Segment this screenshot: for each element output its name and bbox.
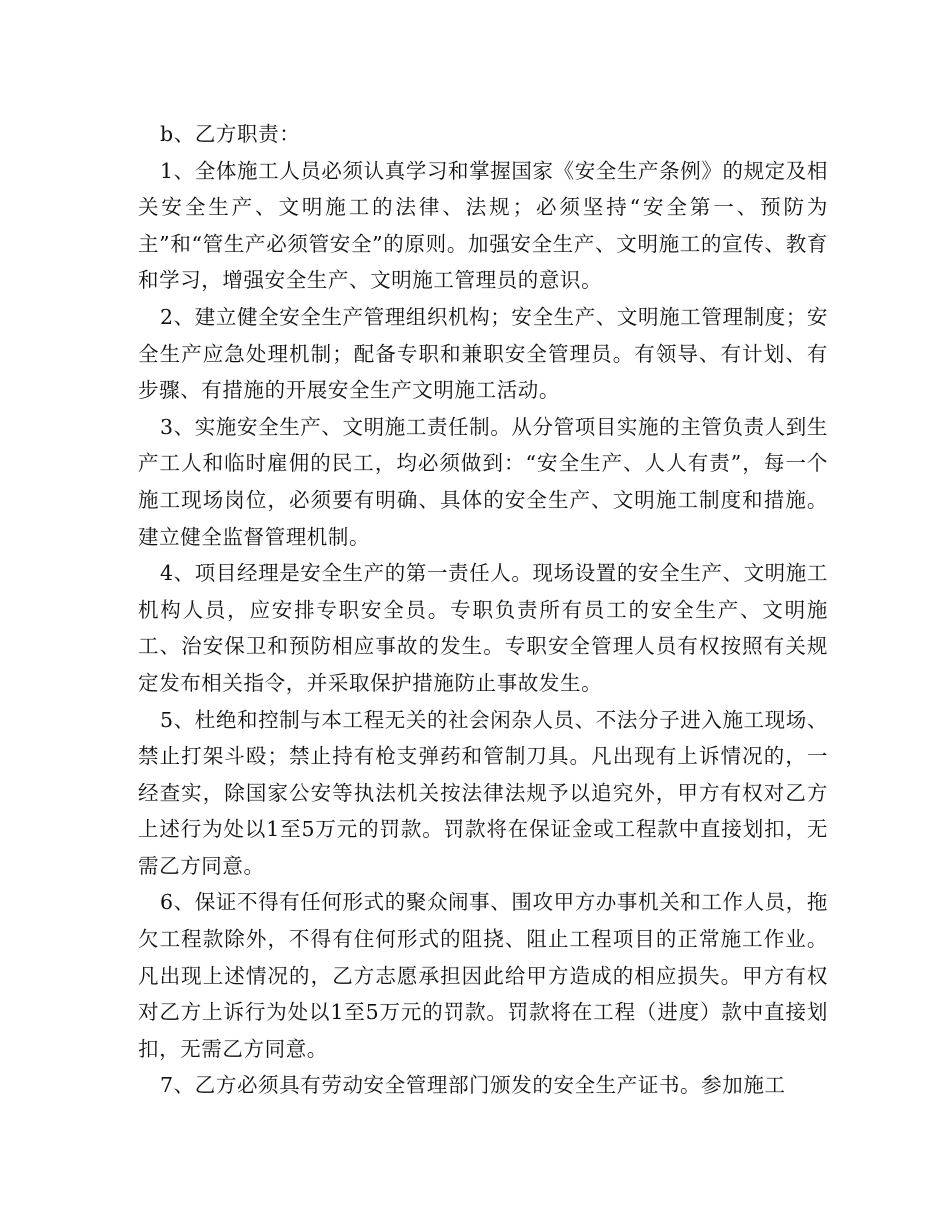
document-body xyxy=(138,116,828,1104)
paragraph-6: 6、保证不得有任何形式的聚众闹事、围攻甲方办事机关和工作人员，拖欠工程款除外，不得有住何形式的阻挠、阻止工程项目的正常施工作业。凡出现上述情况的，乙方志愿承担因此给甲方造成的相应损失。甲方有权对乙方上诉行为处以1至5万元的罚款。罚款将在工程（进度）款中直接划扣，无需乙方同意。 xyxy=(138,890,828,1061)
paragraph-7: 7、乙方必须具有劳动安全管理部门颁发的安全生产证书。参加施工 xyxy=(160,1073,786,1098)
paragraph-4: 4、项目经理是安全生产的第一责任人。现场设置的安全生产、文明施工机构人员，应安排专职安全员。专职负责所有员工的安全生产、文明施工、治安保卫和预防相应事故的发生。专职安全管理人员有权按照有关规定发布相关指令，并采取保护措施防止事故发生。 xyxy=(138,561,828,695)
paragraph-5: 5、杜绝和控制与本工程无关的社会闲杂人员、不法分子进入施工现场、禁止打架斗殴；禁止持有枪支弹药和管制刀具。凡出现有上诉情况的，一经查实，除国家公安等执法机关按法律法规予以追究外，甲方有权对乙方上述行为处以1至5万元的罚款。罚款将在保证金或工程款中直接划扣，无需乙方同意。 xyxy=(138,707,828,878)
section-heading: b、乙方职责： xyxy=(160,122,301,146)
paragraph-1: 1、全体施工人员必须认真学习和掌握国家《安全生产条例》的规定及相关安全生产、文明施工的法律、法规；必须坚持“安全第一、预防为主”和“管生产必须管安全”的原则。加强安全生产、文明施工的宣传、教育和学习，增强安全生产、文明施工管理员的意识。 xyxy=(138,158,828,293)
paragraph-2: 2、建立健全安全生产管理组织机构；安全生产、文明施工管理制度；安全生产应急处理机制；配备专职和兼职安全管理员。有领导、有计划、有步骤、有措施的开展安全生产文明施工活动。 xyxy=(138,304,828,403)
paragraph-3: 3、实施安全生产、文明施工责任制。从分管项目实施的主管负责人到生产工人和临时雇佣的民工，均必须做到：“安全生产、人人有责”，每一个施工现场岗位，必须要有明确、具体的安全生产、文明施工制度和措施。建立健全监督管理机制。 xyxy=(138,414,828,549)
